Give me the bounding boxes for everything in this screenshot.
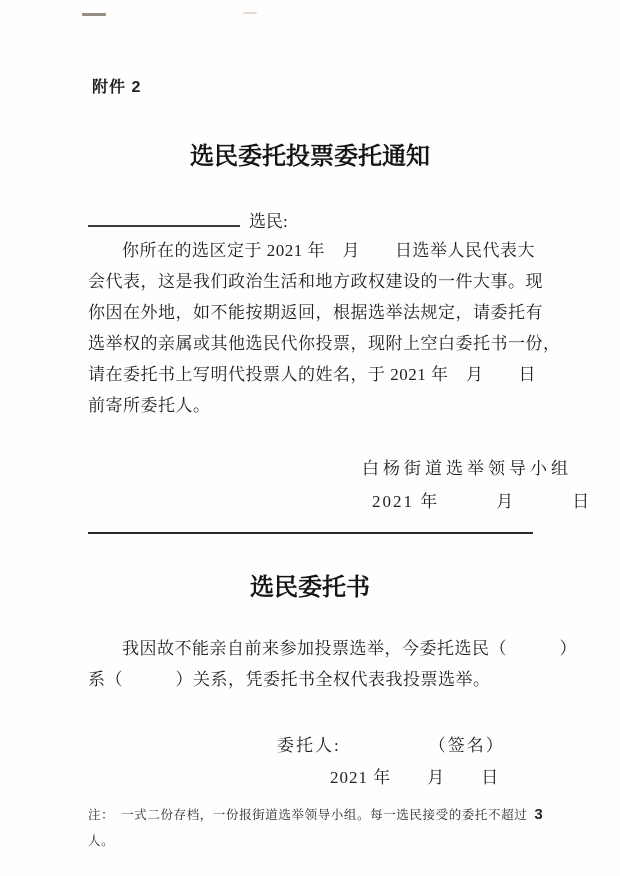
notice-title: 选民委托投票委托通知 (190, 144, 430, 170)
notice-body-line: 会代表，这是我们政治生活和地方政权建设的一件大事。现 (88, 272, 543, 291)
footnote-line (88, 801, 558, 828)
proxy-signer-label: 委托人: (277, 736, 341, 755)
proxy-body-line: 我因故不能亲自前来参加投票选举，今委托选民（ ） (122, 639, 577, 658)
notice-body-line: 你所在的选区定于 2021 年 月 日选举人民代表大 (122, 241, 535, 260)
attachment-label: 附件 2 (92, 79, 142, 96)
section-divider (88, 532, 533, 534)
footnote-text: 一式二份存档，一份报街道选举领导小组。每一选民接受的委托不超过 (121, 808, 528, 822)
addressee-row (88, 206, 288, 232)
proxy-body-line: 系（ ）关系，凭委托书全权代表我投票选举。 (88, 670, 491, 689)
proxy-form-title: 选民委托书 (250, 575, 370, 601)
footnote (88, 801, 558, 855)
footnote-continuation: 人。 (88, 834, 115, 848)
proxy-date-line: 2021 年 月 日 (330, 768, 500, 787)
notice-body-line: 请在委托书上写明代投票人的姓名，于 2021 年 月 日 (88, 365, 536, 384)
addressee-blank-line (88, 206, 240, 227)
proxy-form-body (88, 633, 577, 695)
signature-hint: （签名） (428, 736, 505, 755)
notice-body (88, 235, 561, 421)
scan-artifact-dash (82, 13, 106, 16)
notice-signer: 白杨街道选举领导小组 (362, 459, 572, 478)
notice-date-line: 2021 年 月 日 (372, 492, 592, 511)
footnote-prefix: 注： (88, 808, 115, 822)
proxy-signature-row (277, 731, 505, 756)
footnote-max-count: 3 (534, 806, 544, 823)
notice-body-line: 你因在外地，如不能按期返回，根据选举法规定，请委托有 (88, 303, 543, 322)
notice-body-line: 前寄所委托人。 (88, 396, 211, 415)
notice-body-line: 选举权的亲属或其他选民代你投票，现附上空白委托书一份， (88, 334, 561, 353)
scan-artifact-smudge (243, 12, 257, 14)
addressee-label: 选民: (249, 212, 288, 231)
